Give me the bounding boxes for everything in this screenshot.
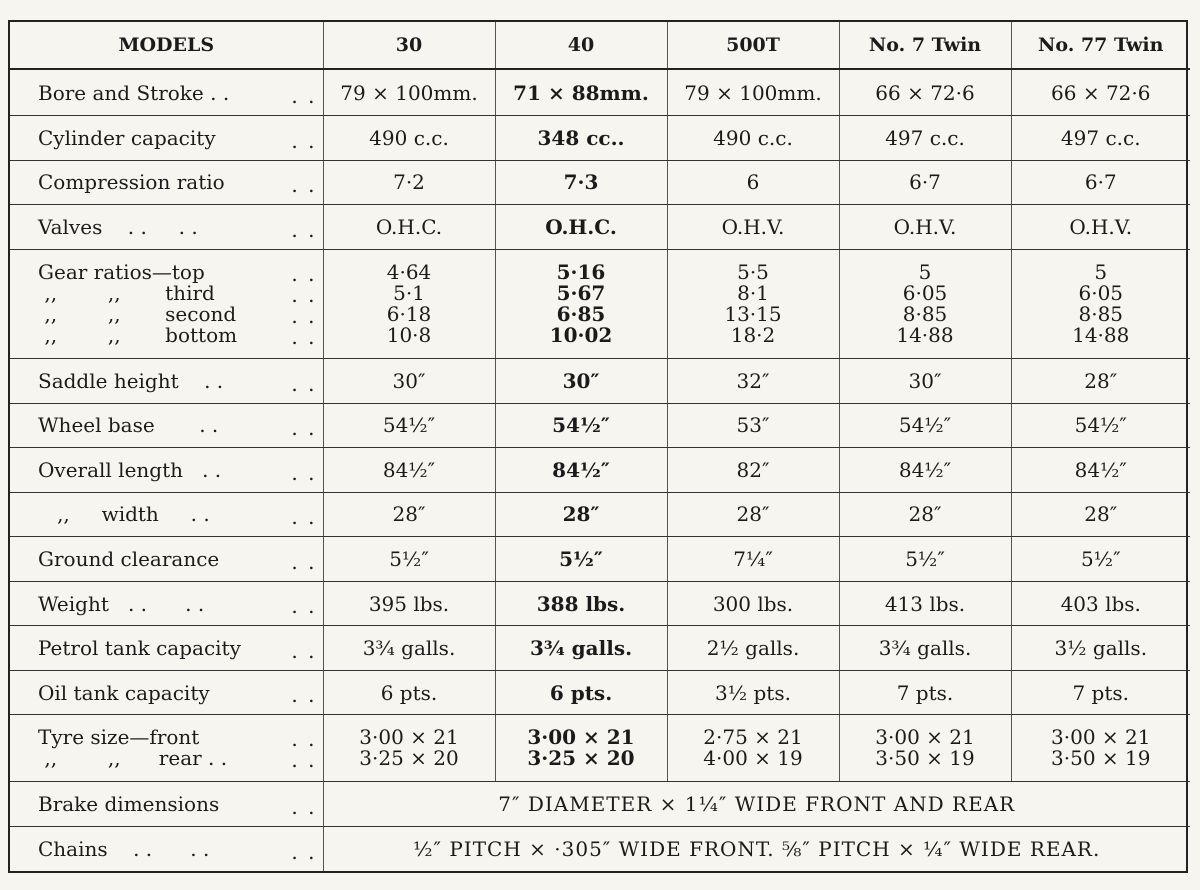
cell-value: 5½″ xyxy=(495,537,667,582)
header-model-40: 40 xyxy=(495,22,667,69)
cell-value: 84½″ xyxy=(323,448,495,493)
cell-value: 54½″ xyxy=(839,403,1011,448)
cell-value: 2·75 × 21 4·00 × 19 xyxy=(667,715,839,782)
cell-value: 30″ xyxy=(495,359,667,404)
cell-value: 300 lbs. xyxy=(667,581,839,626)
cell-value: 71 × 88mm. xyxy=(495,69,667,116)
cell-value: 82″ xyxy=(667,448,839,493)
cell-value: 490 c.c. xyxy=(323,116,495,161)
cell-value: 6 pts. xyxy=(495,670,667,715)
row-label: Weight . . . . . . xyxy=(10,581,323,626)
cell-value: 5 6·05 8·85 14·88 xyxy=(839,249,1011,358)
cell-value: 7·2 xyxy=(323,160,495,205)
cell-value: 5½″ xyxy=(839,537,1011,582)
cell-value: 32″ xyxy=(667,359,839,404)
cell-value: 54½″ xyxy=(323,403,495,448)
cell-value: 79 × 100mm. xyxy=(667,69,839,116)
cell-value: 5½″ xyxy=(323,537,495,582)
cell-value: 28″ xyxy=(839,492,1011,537)
row-label: Wheel base . . . . xyxy=(10,403,323,448)
row-label: Tyre size—front ,, ,, rear . . . . . . xyxy=(10,715,323,782)
row-compression-ratio xyxy=(10,160,1190,205)
row-label: Petrol tank capacity . . xyxy=(10,626,323,671)
row-wheel-base xyxy=(10,403,1190,448)
cell-value: 7 pts. xyxy=(1011,670,1190,715)
cell-value: O.H.V. xyxy=(1011,205,1190,250)
cell-value: O.H.V. xyxy=(667,205,839,250)
cell-value: 30″ xyxy=(323,359,495,404)
cell-value: 6 xyxy=(667,160,839,205)
cell-value: 28″ xyxy=(667,492,839,537)
cell-value: O.H.C. xyxy=(323,205,495,250)
cell-value: 3·00 × 21 3·25 × 20 xyxy=(323,715,495,782)
brake-dimensions-value: 7″ DIAMETER × 1¼″ WIDE FRONT AND REAR xyxy=(323,782,1190,827)
header-row xyxy=(10,22,1190,69)
row-label: Bore and Stroke . . . . xyxy=(10,69,323,116)
row-label: Valves . . . . . . xyxy=(10,205,323,250)
cell-value: 497 c.c. xyxy=(1011,116,1190,161)
cell-value: O.H.V. xyxy=(839,205,1011,250)
cell-value: 30″ xyxy=(839,359,1011,404)
cell-value: 388 lbs. xyxy=(495,581,667,626)
cell-value: 6 pts. xyxy=(323,670,495,715)
cell-value: 413 lbs. xyxy=(839,581,1011,626)
cell-value: 3¾ galls. xyxy=(323,626,495,671)
row-label: Chains . . . . . . xyxy=(38,836,317,864)
cell-value: 7¼″ xyxy=(667,537,839,582)
header-model-no77-twin: No. 77 Twin xyxy=(1011,22,1190,69)
cell-value: 54½″ xyxy=(1011,403,1190,448)
row-chains xyxy=(10,826,1190,871)
row-overall-length xyxy=(10,448,1190,493)
cell-value: 497 c.c. xyxy=(839,116,1011,161)
spec-sheet xyxy=(8,20,1188,873)
cell-value: 3½ galls. xyxy=(1011,626,1190,671)
row-weight xyxy=(10,581,1190,626)
row-label: Overall length . . . . xyxy=(10,448,323,493)
cell-value: 6·7 xyxy=(1011,160,1190,205)
cell-value: 28″ xyxy=(495,492,667,537)
cell-value: 3½ pts. xyxy=(667,670,839,715)
cell-value: O.H.C. xyxy=(495,205,667,250)
cell-value: 395 lbs. xyxy=(323,581,495,626)
cell-value: 490 c.c. xyxy=(667,116,839,161)
chains-value: ½″ PITCH × ·305″ WIDE FRONT. ⅝″ PITCH × ¼″ WIDE REAR. xyxy=(323,826,1190,871)
cell-value: 53″ xyxy=(667,403,839,448)
header-model-500t: 500T xyxy=(667,22,839,69)
header-model-no7-twin: No. 7 Twin xyxy=(839,22,1011,69)
header-model-30: 30 xyxy=(323,22,495,69)
cell-value: 5·16 5·67 6·85 10·02 xyxy=(495,249,667,358)
cell-value: 84½″ xyxy=(839,448,1011,493)
row-overall-width xyxy=(10,492,1190,537)
cell-value: 54½″ xyxy=(495,403,667,448)
cell-value: 403 lbs. xyxy=(1011,581,1190,626)
row-oil-tank xyxy=(10,670,1190,715)
row-label: Ground clearance . . xyxy=(10,537,323,582)
row-label: ,, width . . . . xyxy=(10,492,323,537)
cell-value: 84½″ xyxy=(1011,448,1190,493)
cell-value: 7·3 xyxy=(495,160,667,205)
row-ground-clearance xyxy=(10,537,1190,582)
specifications-table xyxy=(10,22,1190,871)
row-label: Saddle height . . . . xyxy=(10,359,323,404)
row-petrol-tank xyxy=(10,626,1190,671)
row-label: Gear ratios—top ,, ,, third ,, ,, second ,, ,, bottom . . . . . . . . xyxy=(10,249,323,358)
cell-value: 5 6·05 8·85 14·88 xyxy=(1011,249,1190,358)
cell-value: 3¾ galls. xyxy=(495,626,667,671)
cell-value: 3·00 × 21 3·50 × 19 xyxy=(839,715,1011,782)
cell-value: 4·64 5·1 6·18 10·8 xyxy=(323,249,495,358)
row-cylinder-capacity xyxy=(10,116,1190,161)
cell-value: 5·5 8·1 13·15 18·2 xyxy=(667,249,839,358)
row-label: Cylinder capacity . . xyxy=(10,116,323,161)
cell-value: 79 × 100mm. xyxy=(323,69,495,116)
row-valves xyxy=(10,205,1190,250)
cell-value: 3·00 × 21 3·25 × 20 xyxy=(495,715,667,782)
row-bore-stroke xyxy=(10,69,1190,116)
row-gear-ratios xyxy=(10,249,1190,358)
cell-value: 7 pts. xyxy=(839,670,1011,715)
cell-value: 3¾ galls. xyxy=(839,626,1011,671)
cell-value: 5½″ xyxy=(1011,537,1190,582)
row-tyre-size xyxy=(10,715,1190,782)
cell-value: 84½″ xyxy=(495,448,667,493)
row-brake-dimensions xyxy=(10,782,1190,827)
cell-value: 348 cc.. xyxy=(495,116,667,161)
row-label: Compression ratio . . xyxy=(10,160,323,205)
cell-value: 66 × 72·6 xyxy=(839,69,1011,116)
row-label: Oil tank capacity . . xyxy=(10,670,323,715)
row-saddle-height xyxy=(10,359,1190,404)
cell-value: 3·00 × 21 3·50 × 19 xyxy=(1011,715,1190,782)
cell-value: 6·7 xyxy=(839,160,1011,205)
row-label: Brake dimensions . . xyxy=(10,782,323,827)
header-models: MODELS xyxy=(10,22,323,69)
cell-value: 28″ xyxy=(323,492,495,537)
cell-value: 66 × 72·6 xyxy=(1011,69,1190,116)
cell-value: 28″ xyxy=(1011,359,1190,404)
cell-value: 28″ xyxy=(1011,492,1190,537)
cell-value: 2½ galls. xyxy=(667,626,839,671)
